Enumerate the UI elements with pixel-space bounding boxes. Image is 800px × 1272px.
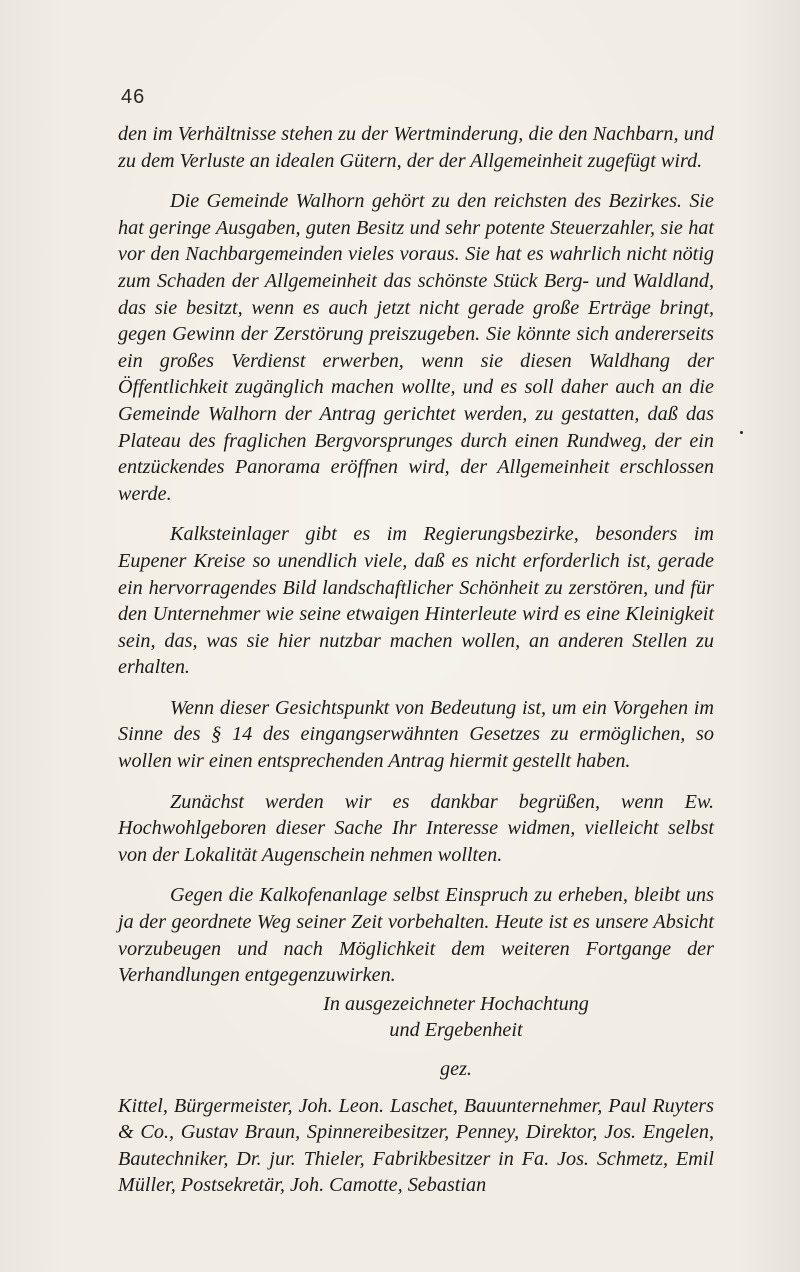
closing-gez: gez. <box>440 1058 472 1080</box>
paragraph-zunaechst: Zunächst werden wir es dankbar begrüßen, wenn Ew. Hochwohlgeboren dieser Sache Ihr Interesse widmen, vielleicht selbst von der Lokalität Augenschein nehmen wollten. <box>118 790 714 866</box>
paragraph-kalksteinlager: Kalksteinlager gibt es im Regierungsbezirke, besonders im Eupener Kreise so unendlich viele, daß es nicht erforderlich ist, gerade ein hervorragendes Bild landschaftlicher Schönheit zu zerstören, und für den Unternehmer wie seine etwaigen Hinterleute wird es eine Kleinigkeit sein, das, was sie hier nutzbar machen wollen, an anderen Stellen zu erhalten. <box>118 523 714 679</box>
page-number: 46 <box>121 86 146 108</box>
body-text <box>118 121 714 1199</box>
closing-line-2: und Ergebenheit <box>389 1019 523 1042</box>
paragraph-walhorn: Die Gemeinde Walhorn gehört zu den reichsten des Bezirkes. Sie hat geringe Ausgaben, guten Besitz und sehr potente Steuerzahler, sie hat vor den Nachbargemeinden vieles voraus. Sie hat es wahrlich nicht nötig zum Schaden der Allgemeinheit das schönste Stück Berg- und Waldland, das sie besitzt, wenn es auch jetzt nicht gerade große Erträge bringt, gegen Gewinn der Zerstörung preiszugeben. Sie könnte sich andererseits ein großes Verdienst erwerben, wenn sie diesen Waldhang der Öffentlichkeit zugänglich machen wollte, und es soll daher auch an die Gemeinde Walhorn der Antrag gerichtet werden, zu gestatten, daß das Plateau des fraglichen Bergvorsprunges durch einen Rundweg, der ein entzückendes Panorama eröffnen wird, der Allgemeinheit erschlossen werde. <box>118 190 714 505</box>
paragraph-gesichtspunkt: Wenn dieser Gesichtspunkt von Bedeutung ist, um ein Vorgehen im Sinne des § 14 des eingangserwähnten Gesetzes zu ermöglichen, so wollen wir einen entsprechenden Antrag hiermit gestellt haben. <box>118 696 714 773</box>
signatories-list: Kittel, Bürgermeister, Joh. Leon. Laschet, Bauunternehmer, Paul Ruyters & Co., Gustav Braun, Spinnereibesitzer, Penney, Direktor, Jos. Engelen, Bautechniker, Dr. jur. Thieler, Fabrikbesitzer in Fa. Jos. Schmetz, Emil Müller, Postsekretär, Joh. Camotte, Sebastian <box>118 1094 714 1197</box>
paragraph-kalkofenanlage: Gegen die Kalkofenanlage selbst Einspruch zu erheben, bleibt uns ja der geordnete Weg seiner Zeit vorbehalten. Heute ist es unsere Absicht vorzubeugen und nach Möglichkeit dem weiteren Fortgange der Verhandlungen entgegenzuwirken. <box>118 884 714 987</box>
print-speck <box>740 431 743 434</box>
paragraph-continuation: den im Verhältnisse stehen zu der Wertminderung, die den Nachbarn, und zu dem Verluste an idealen Gütern, der der Allgemeinheit zugefügt wird. <box>118 123 714 172</box>
closing-line-1: In ausgezeichneter Hochachtung <box>323 992 589 1015</box>
